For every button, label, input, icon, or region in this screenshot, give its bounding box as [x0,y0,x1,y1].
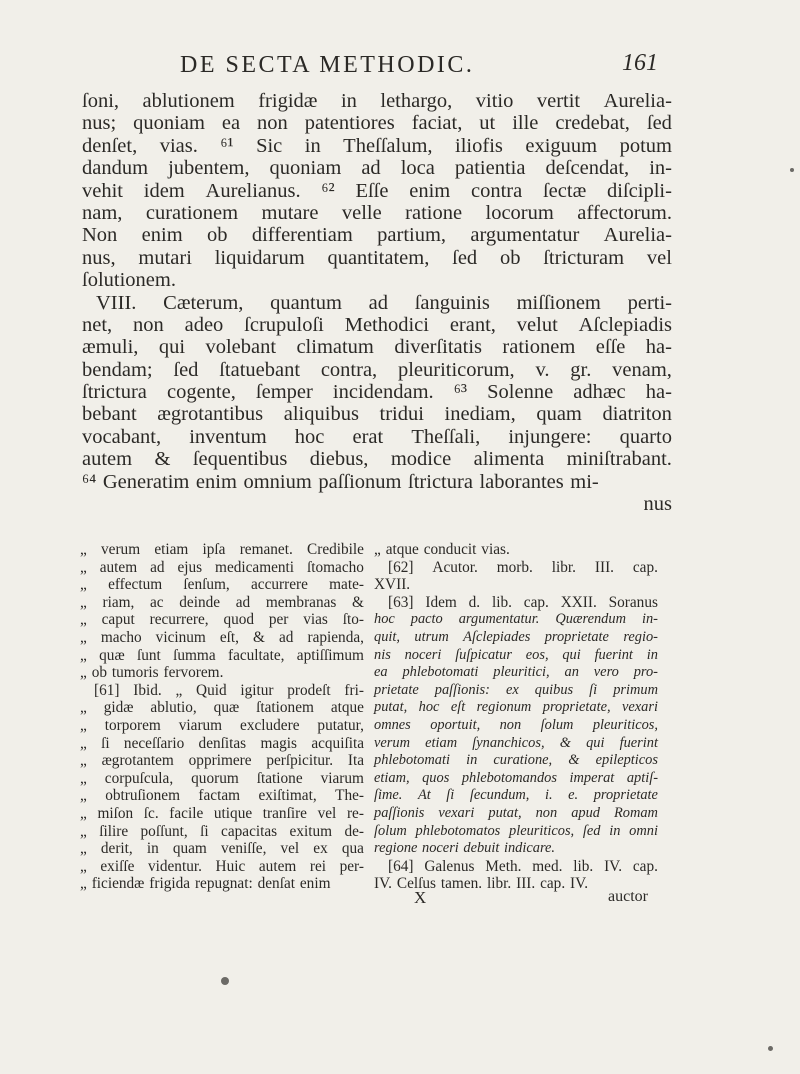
footnote-line: XVII. [374,576,411,594]
footnote-line: „ ægrotantem opprimere perſpicitur. Ita [80,752,364,770]
text-line: ſoni, ablutionem frigidæ in lethargo, vitio vertit Aurelia- [82,90,672,112]
footnote-line: ſolum phlebotomatos pleuriticos, ſed in omni [374,822,658,839]
footnote-line: [63] Idem d. lib. cap. XXII. Soranus [388,593,658,611]
footnote-line: „ ob tumoris fervorem. [80,664,224,682]
text-line: æmuli, qui volebant climatum diverſitatis rationem eſſe ha- [82,336,672,359]
footnote-line: [61] Ibid. „ Quid igitur prodeſt fri- [94,681,364,699]
footnote-line: etiam, quos phlebotomandos imperat aptiſ- [374,769,658,786]
text-line: vehit idem Aurelianus. ⁶² Eſſe enim contra ſectæ diſcipli- [82,179,672,202]
paper-speck [768,1046,773,1051]
footnote-line: [62] Acutor. morb. libr. III. cap. [388,558,658,576]
footnote-line: paſſionis vexari putat, non apud Romam [374,804,658,821]
footnote-line: „ riam, ac deinde ad membranas & [80,593,364,611]
paper-speck [221,977,229,985]
footnote-line: verum etiam ſynanchicos, & qui fuerint [374,734,658,751]
text-line: autem & ſequentibus diebus, modice alimenta miniſtrabant. [82,448,672,471]
footnote-line: „ caput recurrere, quod per vias ſto- [80,611,364,629]
footnote-line: „ exiſſe videntur. Huic autem rei per- [80,857,364,875]
text-line: Non enim ob differentiam partium, argumentatur Aurelia- [82,224,672,247]
footnote-line: IV. Celſus tamen. libr. III. cap. IV. [374,875,589,893]
footnotes-left-column [80,541,364,893]
footnote-line: ſime. At ſi ſecundum, i. e. proprietate [374,787,658,804]
footnote-line: regione noceri debuit indicare. [374,840,555,857]
footnote-line: „ verum etiam ipſa remanet. Credibile [80,541,364,558]
text-line: bendam; ſed ſtatuebant contra, pleuriticorum, v. gr. venam, [82,358,672,381]
footnote-line: ea phlebotomati pleuritici, an vero pro- [374,664,658,681]
main-text-block [82,90,672,515]
paper-speck [790,168,794,172]
text-line: nus, mutari liquidarum quantitatem, ſed ob ſtricturam vel [82,246,672,269]
text-line: vocabant, inventum hoc erat Theſſali, injungere: quarto [82,425,672,448]
footnote-line: „ ſilire poſſunt, ſi capacitas exitum de- [80,822,364,840]
page-number: 161 [622,50,658,76]
footnote-line: „ ſi neceſſario denſitas magis acquiſita [80,734,364,752]
footnote-line: [64] Galenus Meth. med. lib. IV. cap. [388,857,658,875]
footnote-line: „ derit, in quam veniſſe, vel ex qua [80,840,364,858]
footnote-line: hoc pacto argumentatur. Quærendum in- [374,611,658,628]
footnote-line: omnes oportuit, non ſolum pleuriticos, [374,716,658,733]
footnote-line: phlebotomati in curatione, & epilepticos [374,752,658,769]
footnote-line: quit, utrum Aſclepiades proprietate regio- [374,628,658,645]
footnote-line: „ autem ad ejus medicamenti ſtomacho [80,558,364,576]
text-line: VIII. Cæterum, quantum ad ſanguinis miſſionem perti- [96,291,672,314]
footnote-line: „ obtruſionem factam exiſtimat, The- [80,787,364,805]
signature-mark: X [414,888,427,907]
running-head: DE SECTA METHODIC. [180,52,475,78]
text-line: dandum jubentem, quoniam ad loca patientia deſcendat, in- [82,157,672,180]
footnotes-right-column [374,541,658,893]
text-line: nus [643,493,672,516]
footnote-line: putat, hoc eſt regionum proprietate, vexari [374,699,658,716]
footnote-line: „ corpuſcula, quorum ſtatione viarum [80,769,364,787]
catchword: auctor [608,888,648,905]
text-line: bebant ægrotantibus aliquibus tridui inediam, quam diatriton [82,403,672,426]
text-line: ⁶⁴ Generatim enim omnium paſſionum ſtrictura laborantes mi- [82,470,599,493]
footnote-line: „ ficiendæ frigida repugnat: denſat enim [80,875,331,893]
text-line: net, non adeo ſcrupuloſi Methodici erant, velut Aſclepiadis [82,313,672,336]
text-line: denſet, vias. ⁶¹ Sic in Theſſalum, iliofis exiguum potum [82,134,672,157]
footnote-line: „ macho vicinum eſt, & ad rapienda, [80,628,364,646]
footnote-line: prietate paſſionis: ex quibus ſi primum [374,681,658,698]
footnote-line: nis noceri ſuſpicatur eos, qui fuerint in [374,646,658,663]
text-line: nam, curationem mutare velle ratione locorum affectorum. [82,201,672,224]
footnote-line: „ effectum ſenſum, accurrere mate- [80,576,364,594]
text-line: ſolutionem. [82,269,176,292]
footnote-line: „ gidæ ablutio, quæ ſtationem atque [80,699,364,717]
footnote-line: „ atque conducit vias. [374,541,510,558]
footnote-line: „ miſon ſc. facile utique tranſire vel re- [80,804,364,822]
footnote-line: „ quæ ſunt ſumma facultate, aptiſſimum [80,646,364,664]
footnote-line: „ torporem viarum excludere putatur, [80,716,364,734]
text-line: ſtrictura cogente, ſemper incidendam. ⁶³ Solenne adhæc ha- [82,381,672,404]
text-line: nus; quoniam ea non patentiores faciat, ut ille credebat, ſed [82,112,672,135]
